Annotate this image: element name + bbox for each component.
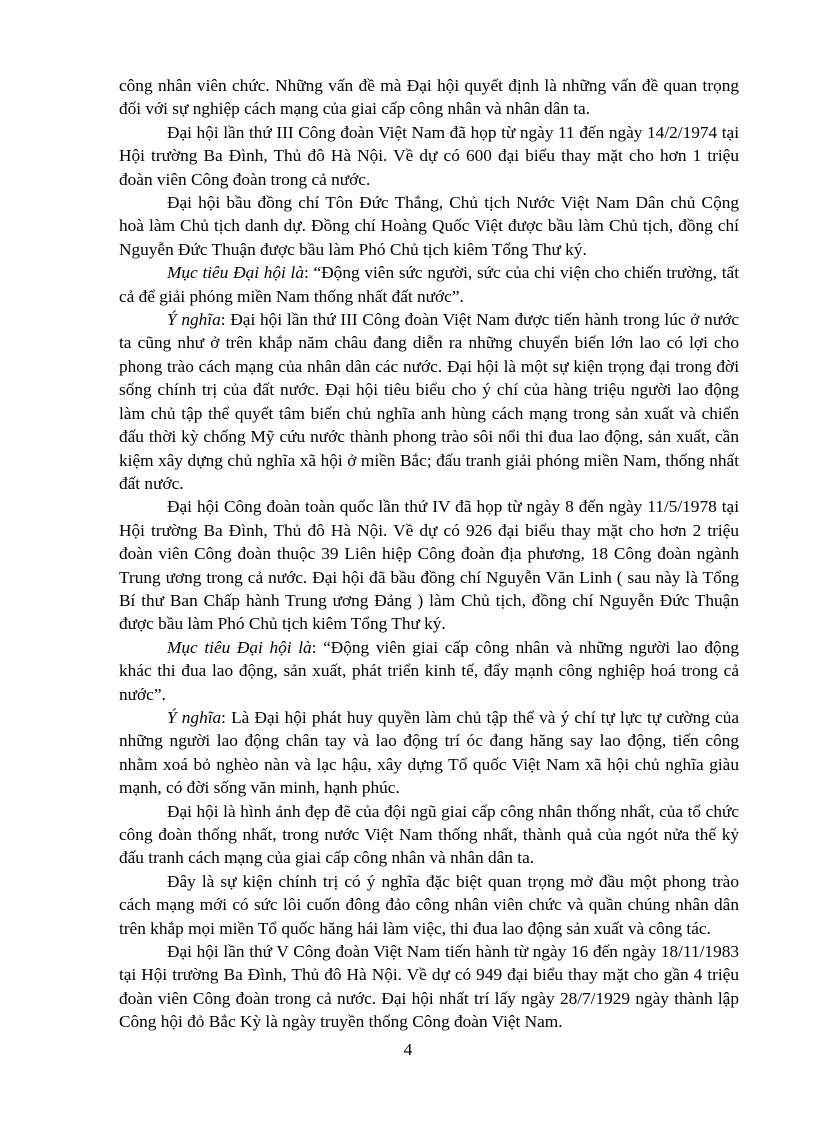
paragraph bbox=[119, 495, 739, 635]
paragraph bbox=[119, 74, 739, 121]
paragraph bbox=[119, 191, 739, 261]
paragraph bbox=[119, 308, 739, 495]
paragraph-text: công nhân viên chức. Những vấn đề mà Đại hội quyết định là những vấn đề quan trọng đối với sự nghiệp cách mạng của giai cấp công nhân và nhân dân ta. bbox=[119, 76, 739, 119]
paragraph-text: : Là Đại hội phát huy quyền làm chủ tập thể và ý chí tự lực tự cường của những người lao động chân tay và lao động trí óc đang hăng say lao động, tiến công nhằm xoá bỏ nghèo nàn và lạc hậu, xây dựng Tổ quốc Việt Nam xã hội chủ nghĩa giàu mạnh, có đời sống văn minh, hạnh phúc. bbox=[119, 707, 740, 798]
paragraph-text: : “Động viên sức người, sức của chi viện cho chiến trường, tất cả để giải phóng miền Nam thống nhất đất nước”. bbox=[119, 263, 739, 306]
paragraph-lead: Mục tiêu Đại hội là bbox=[167, 637, 312, 657]
paragraph bbox=[119, 121, 739, 191]
paragraph bbox=[119, 800, 739, 870]
paragraph-lead: Ý nghĩa bbox=[167, 310, 221, 330]
paragraph-text: : Đại hội lần thứ III Công đoàn Việt Nam được tiến hành trong lúc ở nước ta cũng như ở trên khắp năm châu đang diễn ra những chuyển biến lớn lao có lợi cho phong trào cách mạng của nhân dân các nước. Đại hội là một sự kiện trọng đại trong đời sống chính trị của đất nước. Đại hội tiêu biểu cho ý chí của hàng triệu người lao động làm chủ tập thể quyết tâm biến chủ nghĩa anh hùng cách mạng trong sản xuất và chiến đấu thời kỳ chống Mỹ cứu nước thành phong trào sôi nổi thi đua lao động, sản xuất, cần kiệm xây dựng chủ nghĩa xã hội ở miền Bắc; đấu tranh giải phóng miền Nam, thống nhất đất nước. bbox=[119, 310, 740, 493]
document-body bbox=[119, 74, 739, 1034]
paragraph-lead: Ý nghĩa bbox=[167, 707, 222, 727]
page-number: 4 bbox=[403, 1040, 413, 1059]
paragraph bbox=[119, 636, 739, 706]
paragraph bbox=[119, 870, 739, 940]
paragraph-text: Đại hội lần thứ III Công đoàn Việt Nam đã họp từ ngày 11 đến ngày 14/2/1974 tại Hội trường Ba Đình, Thủ đô Hà Nội. Về dự có 600 đại biểu thay mặt cho hơn 1 triệu đoàn viên Công đoàn trong cả nước. bbox=[119, 122, 739, 189]
paragraph bbox=[119, 706, 739, 800]
paragraph-text: Đại hội lần thứ V Công đoàn Việt Nam tiến hành từ ngày 16 đến ngày 18/11/1983 tại Hội trường Ba Đình, Thủ đô Hà Nội. Về dự có 949 đại biểu thay mặt cho gần 4 triệu đoàn viên Công đoàn trong cả nước. Đại hội nhất trí lấy ngày 28/7/1929 ngày thành lập Công hội đỏ Bắc Kỳ là ngày truyền thống Công đoàn Việt Nam. bbox=[119, 942, 739, 1032]
paragraph-text: Đại hội Công đoàn toàn quốc lần thứ IV đã họp từ ngày 8 đến ngày 11/5/1978 tại Hội trường Ba Đình, Thủ đô Hà Nội. Về dự có 926 đại biểu thay mặt cho hơn 2 triệu đoàn viên Công đoàn thuộc 39 Liên hiệp Công đoàn địa phương, 18 Công đoàn ngành Trung ương trong cả nước. Đại hội đã bầu đồng chí Nguyễn Văn Linh ( sau này là Tổng Bí thư Ban Chấp hành Trung ương Đảng ) làm Chủ tịch, đồng chí Nguyễn Đức Thuận được bầu làm Phó Chủ tịch kiêm Tổng Thư ký. bbox=[119, 497, 739, 634]
paragraph-text: Đây là sự kiện chính trị có ý nghĩa đặc biệt quan trọng mở đầu một phong trào cách mạng mới có sức lôi cuốn đông đảo công nhân viên chức và quần chúng nhân dân trên khắp mọi miền Tổ quốc hăng hái làm việc, thi đua lao động sản xuất và công tác. bbox=[119, 871, 739, 938]
paragraph-text: Đại hội bầu đồng chí Tôn Đức Thắng, Chủ tịch Nước Việt Nam Dân chủ Cộng hoà làm Chủ tịch danh dự. Đồng chí Hoàng Quốc Việt được bầu làm Chủ tịch, đồng chí Nguyễn Đức Thuận được bầu làm Phó Chủ tịch kiêm Tổng Thư ký. bbox=[119, 193, 739, 259]
paragraph-text: : “Động viên giai cấp công nhân và những người lao động khác thi đua lao động, sản xuất, phát triển kinh tế, đẩy mạnh công nghiệp hoá trong cả nước”. bbox=[119, 637, 739, 704]
paragraph-text: Đại hội là hình ảnh đẹp đẽ của đội ngũ giai cấp công nhân thống nhất, của tổ chức công đoàn thống nhất, trong nước Việt Nam thống nhất, thành quả của ngót nửa thế kỷ đấu tranh cách mạng của giai cấp công nhân và nhân dân ta. bbox=[119, 801, 739, 868]
paragraph bbox=[119, 261, 739, 308]
paragraph bbox=[119, 940, 739, 1034]
paragraph-lead: Mục tiêu Đại hội là bbox=[167, 263, 304, 283]
